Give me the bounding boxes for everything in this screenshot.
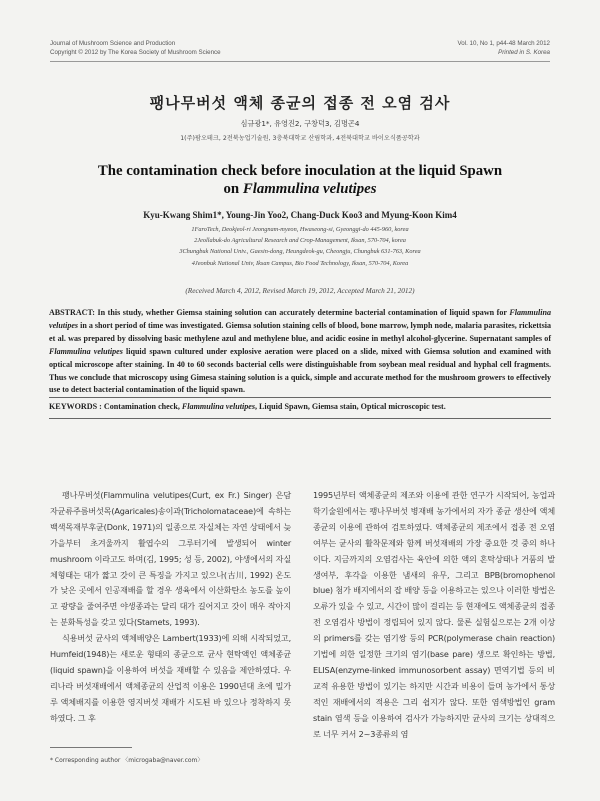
copyright-line: Copyright © 2012 by The Korea Society of Mushroom Science (50, 48, 221, 56)
affiliation-4: 4Jeonbuk National Univ, Iksan Campus, Bio Food Technology, Iksan, 570-704, Korea (191, 259, 409, 267)
english-title (0, 162, 600, 198)
keywords-text-2: , Liquid Spawn, Giemsa stain, Optical microscopic test. (254, 402, 446, 411)
journal-name: Journal of Mushroom Science and Production (50, 40, 176, 47)
title-prefix: on (223, 181, 243, 197)
english-title-line2 (0, 180, 600, 198)
affiliation-1: 1FaroTech, Deokjeol-ri Jeongnam-myeon, Hwaseong-si, Gyeonggi-do 445-960, korea (191, 226, 409, 233)
abstract (49, 307, 551, 397)
keywords-text-1: Contamination check, (103, 402, 182, 411)
abstract-text-2: in a short period of time was investigated. Giemsa solution staining cells of blood, bone marrow, lymph node, malaria parasites, rickettsia et al. was prepared by dissolving basic methylene azul and methylene blue, and acidic eosine in methyl alcohol-glycerine. Supernatant samples of (49, 320, 551, 343)
abstract-label: ABSTRACT: (49, 308, 95, 317)
abstract-species-2: Flammulina velutipes (49, 346, 123, 356)
keywords-rule-bottom (49, 418, 551, 419)
keywords (49, 402, 551, 411)
body-paragraph: 식용버섯 균사의 액체배양은 Lambert(1933)에 의해 시작되었고, Humfeid(1948)는 새로운 형태의 종균으로 균사 현탁액인 액체종균(liquid spawn)을 이용하여 버섯을 재배할 수 있음을 제안하였다. 우리나라 버섯재배에서 액체종균의 산업적 이용은 1990년대 초에 밀가루 액체배지를 이용한 영지버섯 재배가 시도된 바 있으나 정착하지 못하였다. 그 후 (50, 633, 291, 723)
header-rule (50, 61, 550, 62)
printed-line: Printed in S. Korea (498, 48, 550, 56)
issue-header (457, 40, 550, 57)
corresponding-author-footnote: * Corresponding author 〈microgaba@naver.com〉 (50, 757, 204, 764)
english-title-line1: The contamination check before inoculation at the liquid Spawn (97, 163, 503, 179)
journal-header (50, 40, 221, 57)
affiliation-3: 3Chungbuk National Univ., Gaesin-dong, Heungdeok-gu, Cheongju, Chungbuk 631-763, Korea (179, 248, 421, 256)
body-column-right (313, 488, 555, 743)
abstract-text-1: In this study, whether Giemsa staining solution can accurately determine bacterial contamination of liquid spawn for (94, 308, 510, 317)
abstract-species-1: Flammulina velutipes (49, 308, 551, 330)
body-column-left (50, 488, 291, 727)
keywords-label: KEYWORDS : (49, 402, 104, 411)
korean-affiliations: 1(주)팜오테크, 2전북농업기술원, 3충북대학교 산림학과, 4전북대학교 바이오식품공학과 (180, 135, 420, 142)
english-affiliations (0, 224, 600, 269)
korean-title: 팽나무버섯 액체 종균의 접종 전 오염 검사 (149, 94, 451, 112)
english-authors: Kyu-Kwang Shim1*, Young-Jin Yoo2, Chang-Duck Koo3 and Myung-Koon Kim4 (143, 210, 457, 220)
affiliation-2: 2Jeollabuk-do Agricultural Research and Crop-Management, Iksan, 570-704, korea (194, 237, 406, 245)
body-paragraph: 팽나무버섯(Flammulina velutipes(Curt, ex Fr.) Singer) 은담자균류주름버섯목(Agaricales)송이과(Tricholomataceae)에 속하는 백색목재부후균(Donk, 1971)의 일종으로 자실체는 자연 상태에서 늦가을부터 초겨울까지 활엽수의 그루터기에 발생되어 winter mushroom 이라고도 하며(김, 1995; 성 등, 2002), 야생에서의 자실체형태는 대가 짧고 갓이 큰 특징을 가지고 있으나(古川, 1992) 온도가 낮은 곳에서 인공재배를 할 경우 생육에서 이산화탄소 농도를 높이고 광량을 줄여주면 야생종과는 달리 대가 길어지고 갓이 매우 작아지는 분화특성을 갖고 있다(Stamets, 1993). (50, 490, 291, 628)
keywords-species: Flammulina velutipes (181, 402, 255, 411)
title-species: Flammulina velutipes (242, 181, 377, 197)
volume-line: Vol. 10, No 1, p44-48 March 2012 (457, 40, 550, 47)
keywords-rule-top (49, 397, 551, 398)
korean-authors: 심규광1*, 유영진2, 구창덕3, 김명곤4 (240, 119, 360, 128)
abstract-text-3: liquid spawn cultured under explosive aeration were placed on a slide, mixed with Giemsa solution and examined with optical microscope after staining. In 40 to 60 seconds bacterial cells were distinguishable from soybean meal residual and hyphal cell fragments. Thus we conclude that microscopy using Gimesa staining solution is a quick, simple and accurate method for the mushroom growers to effectively use to detect bacterial contamination of the liquid spawn. (49, 346, 551, 395)
footnote-rule (50, 747, 132, 748)
body-paragraph: 1995년부터 액체종균의 제조와 이용에 관한 연구가 시작되어, 농업과학기술원에서는 팽나무버섯 병재배 농가에서의 자가 종균 생산에 액체종균의 이용에 관하여 검토하였다. 액체종균의 제조에서 접종 전 오염 여부는 균사의 활착문제와 함께 버섯재배의 가장 중요한 것 중의 하나이다. 지금까지의 오염검사는 육안에 의한 액의 혼탁상태나 거품의 발생여부, 후각을 이용한 냄새의 유무, 그리고 BPB(bromophenol blue) 첨가 배지에서의 잡 배양 등을 이용하고는 있으나 이러한 방법은 오류가 있을 수 있고, 시간이 많이 걸리는 등 현재에도 액체종균의 접종 전 오염검사 방법이 정립되어 있지 않다. 물론 실험실으로는 2개 이상의 primers를 갖는 염기쌍 등의 PCR(polymerase chain reaction) 기법에 의한 일정한 크기의 염기(base pare) 생으로 확인하는 방법, ELISA(enzyme-linked immunosorbent assay) 면역기법 등의 비교적 유용한 방법이 있기는 하지만 시간과 비용이 들며 농가에서 통상적인 재배에서의 적용은 그리 쉽지가 않다. 또한 염색방법인 gram stain 염색 등을 이용하여 검사가 가능하지만 균사의 크기는 상대적으로 너무 커서 2~3종류의 염 (313, 490, 555, 739)
received-dates: (Received March 4, 2012, Revised March 19, 2012, Accepted March 21, 2012) (185, 286, 415, 295)
